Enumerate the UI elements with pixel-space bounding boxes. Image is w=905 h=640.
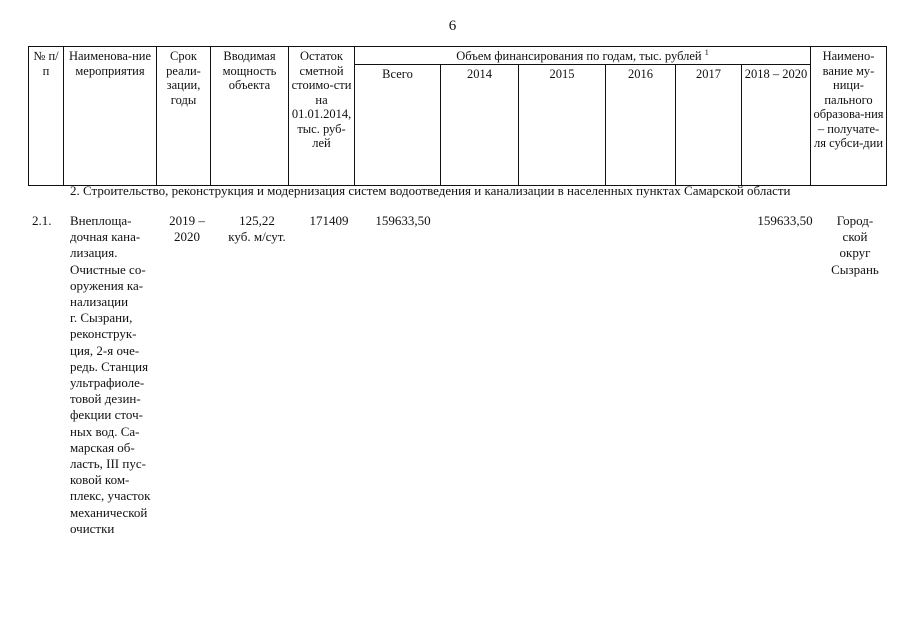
- header-2018-2020: 2018 – 2020: [742, 64, 811, 185]
- header-term: Срок реали-зации, годы: [157, 47, 211, 186]
- section-title: 2. Строительство, реконструкция и модернизация систем водоотведения и канализации в населенных пунктах Самарской области: [70, 183, 791, 198]
- row-power-value: 125,22: [239, 213, 275, 228]
- header-name: Наименова-ние мероприятия: [64, 47, 157, 186]
- row-power: [222, 213, 292, 245]
- row-2018-2020: 159633,50: [757, 213, 813, 228]
- row-number: 2.1.: [32, 213, 52, 228]
- header-2016: 2016: [606, 64, 676, 185]
- header-2015: 2015: [519, 64, 606, 185]
- header-financing: [355, 47, 811, 65]
- row-municipality-line: округ: [839, 245, 871, 261]
- header-financing-label: Объем финансирования по годам, тыс. рублей: [456, 49, 702, 63]
- row-name-line: дочная кана-: [70, 229, 141, 245]
- header-remainder: Остаток сметной стоимо-сти на 01.01.2014, тыс. руб-лей: [289, 47, 355, 186]
- row-name-line: редь. Станция: [70, 358, 149, 374]
- header-num: № п/п: [29, 47, 64, 186]
- row-municipality-line: Сызрань: [831, 261, 879, 277]
- row-name-line: ных вод. Са-: [70, 423, 140, 439]
- header-table: [28, 46, 887, 186]
- row-name-line: товой дезин-: [70, 391, 141, 407]
- row-name-line: г. Сызрани,: [70, 310, 133, 326]
- row-name-line: ция, 2-я оче-: [70, 342, 140, 358]
- row-remainder: 171409: [309, 213, 349, 228]
- row-name-line: очистки: [70, 520, 115, 536]
- row-name-line: плекс, участок: [70, 488, 151, 504]
- page-number: 6: [448, 18, 457, 34]
- row-term-line: 2019 –: [169, 213, 205, 228]
- header-2017: 2017: [676, 64, 742, 185]
- row-name-line: механической: [70, 504, 148, 520]
- row-name-line: реконструк-: [70, 326, 137, 342]
- row-name-line: лизация.: [70, 245, 118, 261]
- row-municipality-line: Город-: [836, 213, 874, 228]
- row-name-line: ковой ком-: [70, 472, 130, 488]
- header-power: Вводимая мощность объекта: [211, 47, 289, 186]
- row-name-line: Внеплоща-: [70, 213, 132, 228]
- header-financing-footnote: 1: [704, 47, 709, 57]
- row-name-line: ласть, III пус-: [70, 456, 146, 472]
- row-term-line: 2020: [174, 229, 200, 245]
- row-name-line: оружения ка-: [70, 277, 144, 293]
- row-total: 159633,50: [375, 213, 431, 228]
- row-municipality-line: ской: [842, 229, 868, 245]
- row-name-line: ультрафиоле-: [70, 375, 145, 391]
- row-power-unit: куб. м/сут.: [228, 229, 286, 245]
- row-term: [166, 213, 208, 245]
- row-name-line: Очистные со-: [70, 261, 146, 277]
- row-name-line: нализации: [70, 294, 129, 310]
- row-name: [70, 213, 154, 537]
- header-total: Всего: [355, 64, 441, 185]
- row-municipality: [826, 213, 884, 278]
- row-name-line: марская об-: [70, 439, 135, 455]
- header-municipality: Наимено-вание му-ници-пального образова-ния – получате-ля субси-дии: [811, 47, 887, 186]
- header-2014: 2014: [441, 64, 519, 185]
- row-name-line: фекции сточ-: [70, 407, 143, 423]
